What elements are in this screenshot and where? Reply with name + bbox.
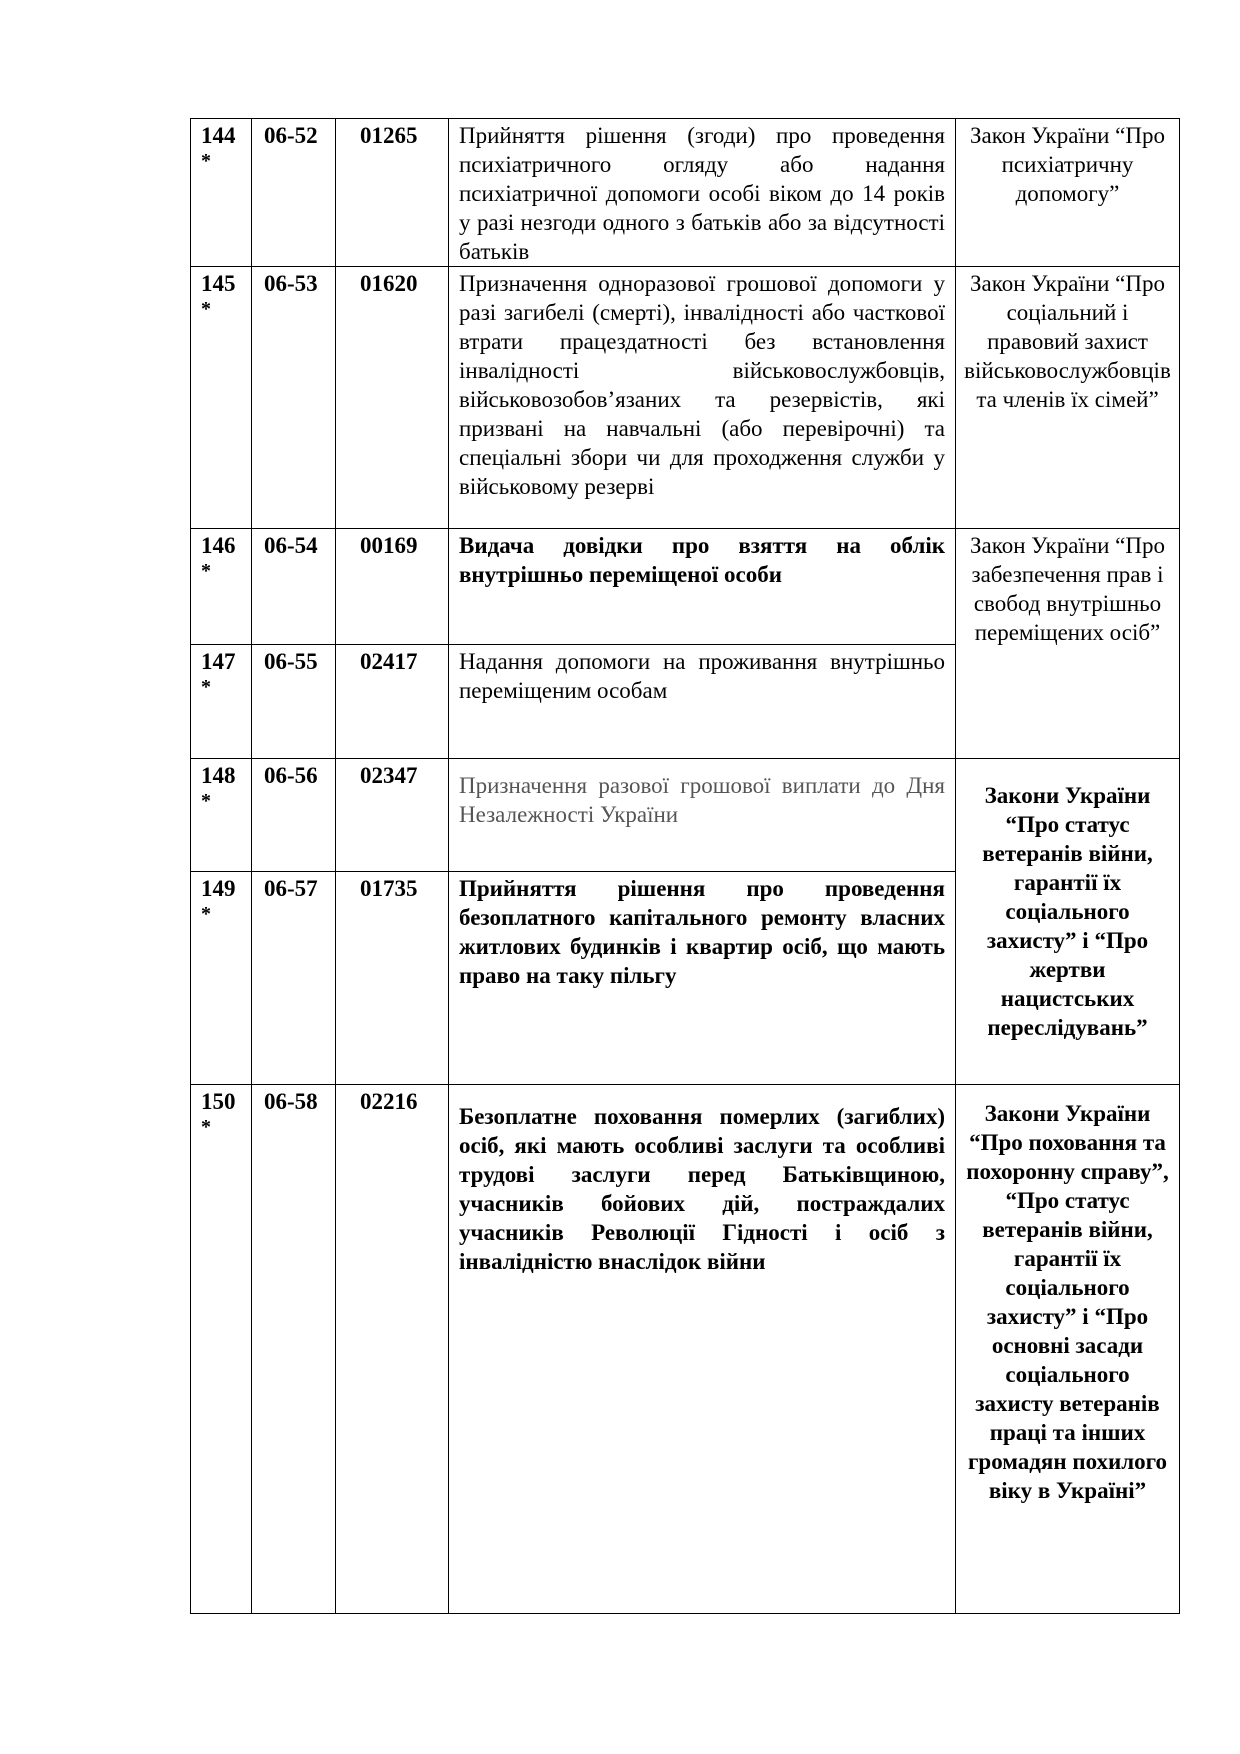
legal-basis-cell: Закон України “Про соціальний і правовий захист військовослужбовців та членів їх сімей” — [956, 267, 1180, 529]
row-mark: * — [201, 1116, 211, 1138]
code-cell: 06-55 — [252, 645, 336, 759]
code-cell: 06-53 — [252, 267, 336, 529]
row-mark: * — [201, 560, 211, 582]
row-mark: * — [201, 298, 211, 320]
row-number: 145 — [201, 271, 236, 296]
row-number-cell — [191, 645, 252, 759]
row-mark: * — [201, 150, 211, 172]
row-number-cell — [191, 1085, 252, 1614]
row-number-cell — [191, 529, 252, 645]
row-number-cell — [191, 872, 252, 1085]
service-name-cell: Надання допомоги на проживання внутрішньо переміщеним особам — [449, 645, 956, 759]
service-id-cell: 01735 — [336, 872, 449, 1085]
row-number-cell — [191, 119, 252, 267]
row-number: 146 — [201, 533, 236, 558]
service-name-cell: Призначення разової грошової виплати до Дня Незалежності України — [449, 759, 956, 872]
row-number: 149 — [201, 876, 236, 901]
service-name-cell: Безоплатне поховання померлих (загиблих) осіб, які мають особливі заслуги та особливі трудові заслуги перед Батьківщиною, учасників бойових дій, постраждалих учасників Революції Гідності і осіб з інвалідністю внаслідок війни — [449, 1085, 956, 1614]
code-cell: 06-54 — [252, 529, 336, 645]
code-cell: 06-58 — [252, 1085, 336, 1614]
table-row — [191, 267, 1180, 529]
code-cell: 06-56 — [252, 759, 336, 872]
table-row — [191, 529, 1180, 645]
service-id-cell: 01620 — [336, 267, 449, 529]
row-mark: * — [201, 903, 211, 925]
row-mark: * — [201, 790, 211, 812]
row-number-cell — [191, 759, 252, 872]
services-table — [190, 118, 1180, 1614]
service-name-cell: Прийняття рішення (згоди) про проведення психіатричного огляду або надання психіатричної допомоги особі віком до 14 років у разі незгоди одного з батьків або за відсутності батьків — [449, 119, 956, 267]
table-row — [191, 1085, 1180, 1614]
legal-basis-cell: Закони України “Про статус ветеранів війни, гарантії їх соціального захисту” і “Про жертви нацистських переслідувань” — [956, 759, 1180, 1085]
row-number: 150 — [201, 1089, 236, 1114]
service-id-cell: 00169 — [336, 529, 449, 645]
service-id-cell: 02417 — [336, 645, 449, 759]
row-number: 144 — [201, 123, 236, 148]
service-id-cell: 02216 — [336, 1085, 449, 1614]
legal-basis-cell: Закон України “Про психіатричну допомогу” — [956, 119, 1180, 267]
service-id-cell: 01265 — [336, 119, 449, 267]
service-name-cell: Видача довідки про взяття на облік внутрішньо переміщеної особи — [449, 529, 956, 645]
legal-basis-cell: Закони України “Про поховання та похоронну справу”, “Про статус ветеранів війни, гарантії їх соціального захисту” і “Про основні засади соціального захисту ветеранів праці та інших громадян похилого віку в Україні” — [956, 1085, 1180, 1614]
service-name-cell: Прийняття рішення про проведення безоплатного капітального ремонту власних житлових будинків і квартир осіб, що мають право на таку пільгу — [449, 872, 956, 1085]
code-cell: 06-52 — [252, 119, 336, 267]
table-row — [191, 119, 1180, 267]
row-number: 148 — [201, 763, 236, 788]
service-id-cell: 02347 — [336, 759, 449, 872]
code-cell: 06-57 — [252, 872, 336, 1085]
table-row — [191, 759, 1180, 872]
service-name-cell: Призначення одноразової грошової допомоги у разі загибелі (смерті), інвалідності або часткової втрати працездатності без встановлення інвалідності військовослужбовців, військовозобов’язаних та резервістів, які призвані на навчальні (або перевірочні) та спеціальні збори чи для проходження служби у військовому резерві — [449, 267, 956, 529]
row-number: 147 — [201, 649, 236, 674]
legal-basis-cell: Закон України “Про забезпечення прав і свобод внутрішньо переміщених осіб” — [956, 529, 1180, 759]
row-mark: * — [201, 676, 211, 698]
row-number-cell — [191, 267, 252, 529]
